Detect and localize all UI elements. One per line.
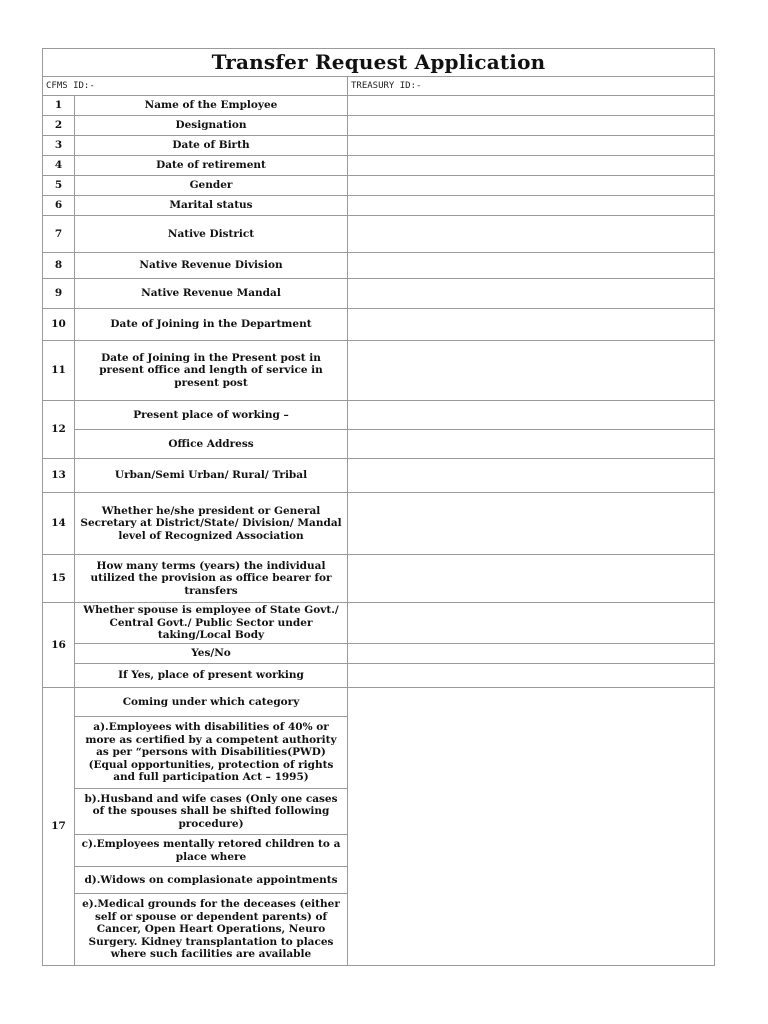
- field-label-native-revenue-mandal: Native Revenue Mandal: [75, 279, 348, 309]
- field-label-office-bearer-terms: How many terms (years) the individual utilized the provision as office bearer for transfers: [75, 555, 348, 603]
- transfer-request-form: [42, 48, 715, 966]
- category-option-medical-grounds: e).Medical grounds for the deceases (either self or spouse or dependent parents) of Cancer, Open Heart Operations, Neuro Surgery. Kidney transplantation to places where such facilities are available: [75, 894, 348, 966]
- field-label-designation: Designation: [75, 116, 348, 136]
- field-value-spouse-employment[interactable]: [348, 603, 715, 644]
- field-label-category: Coming under which category: [75, 688, 348, 717]
- field-label-native-revenue-division: Native Revenue Division: [75, 253, 348, 279]
- field-label-date-of-joining-department: Date of Joining in the Department: [75, 309, 348, 341]
- field-value-gender[interactable]: [348, 176, 715, 196]
- field-value-date-of-birth[interactable]: [348, 136, 715, 156]
- field-label-date-of-birth: Date of Birth: [75, 136, 348, 156]
- field-label-date-of-retirement: Date of retirement: [75, 156, 348, 176]
- category-option-widows: d).Widows on complasionate appointments: [75, 867, 348, 894]
- row-number: 2: [43, 116, 75, 136]
- row-number: 9: [43, 279, 75, 309]
- field-label-gender: Gender: [75, 176, 348, 196]
- field-value-designation[interactable]: [348, 116, 715, 136]
- form-title: Transfer Request Application: [43, 49, 715, 77]
- field-label-spouse-employment: Whether spouse is employee of State Govt./ Central Govt./ Public Sector under taking/Local Body: [75, 603, 348, 644]
- row-number: 12: [43, 401, 75, 459]
- field-value-present-place-of-working[interactable]: [348, 401, 715, 430]
- field-value-native-district[interactable]: [348, 216, 715, 253]
- row-number: 16: [43, 603, 75, 688]
- category-option-disabilities: a).Employees with disabilities of 40% or more as certified by a competent authority as per “persons with Disabilities(PWD) (Equal opportunities, protection of rights and full participation Act – 1995): [75, 717, 348, 789]
- field-label-area-type: Urban/Semi Urban/ Rural/ Tribal: [75, 459, 348, 493]
- treasury-id-field[interactable]: TREASURY ID:-: [348, 77, 715, 96]
- field-label-office-address: Office Address: [75, 430, 348, 459]
- field-label-date-of-joining-present-post: Date of Joining in the Present post in present office and length of service in present post: [75, 341, 348, 401]
- field-value-spouse-yes-no[interactable]: [348, 644, 715, 664]
- field-value-office-address[interactable]: [348, 430, 715, 459]
- field-value-native-revenue-division[interactable]: [348, 253, 715, 279]
- field-value-marital-status[interactable]: [348, 196, 715, 216]
- row-number: 3: [43, 136, 75, 156]
- field-label-present-place-of-working: Present place of working –: [75, 401, 348, 430]
- field-value-association-office-bearer[interactable]: [348, 493, 715, 555]
- row-number: 7: [43, 216, 75, 253]
- field-value-area-type[interactable]: [348, 459, 715, 493]
- field-value-native-revenue-mandal[interactable]: [348, 279, 715, 309]
- row-number: 1: [43, 96, 75, 116]
- field-label-spouse-yes-no: Yes/No: [75, 644, 348, 664]
- field-value-date-of-joining-department[interactable]: [348, 309, 715, 341]
- field-label-employee-name: Name of the Employee: [75, 96, 348, 116]
- field-label-association-office-bearer: Whether he/she president or General Secretary at District/State/ Division/ Mandal level of Recognized Association: [75, 493, 348, 555]
- field-value-spouse-place-of-working[interactable]: [348, 664, 715, 688]
- row-number: 14: [43, 493, 75, 555]
- cfms-id-field[interactable]: CFMS ID:-: [43, 77, 348, 96]
- row-number: 17: [43, 688, 75, 966]
- field-label-spouse-place-of-working: If Yes, place of present working: [75, 664, 348, 688]
- row-number: 13: [43, 459, 75, 493]
- field-value-date-of-retirement[interactable]: [348, 156, 715, 176]
- row-number: 11: [43, 341, 75, 401]
- row-number: 10: [43, 309, 75, 341]
- category-option-husband-wife: b).Husband and wife cases (Only one cases of the spouses shall be shifted following procedure): [75, 789, 348, 835]
- category-option-mentally-retarded-children: c).Employees mentally retored children to a place where: [75, 835, 348, 867]
- row-number: 6: [43, 196, 75, 216]
- field-value-category[interactable]: [348, 688, 715, 966]
- row-number: 4: [43, 156, 75, 176]
- row-number: 8: [43, 253, 75, 279]
- field-value-employee-name[interactable]: [348, 96, 715, 116]
- row-number: 5: [43, 176, 75, 196]
- field-value-date-of-joining-present-post[interactable]: [348, 341, 715, 401]
- field-value-office-bearer-terms[interactable]: [348, 555, 715, 603]
- field-label-marital-status: Marital status: [75, 196, 348, 216]
- row-number: 15: [43, 555, 75, 603]
- field-label-native-district: Native District: [75, 216, 348, 253]
